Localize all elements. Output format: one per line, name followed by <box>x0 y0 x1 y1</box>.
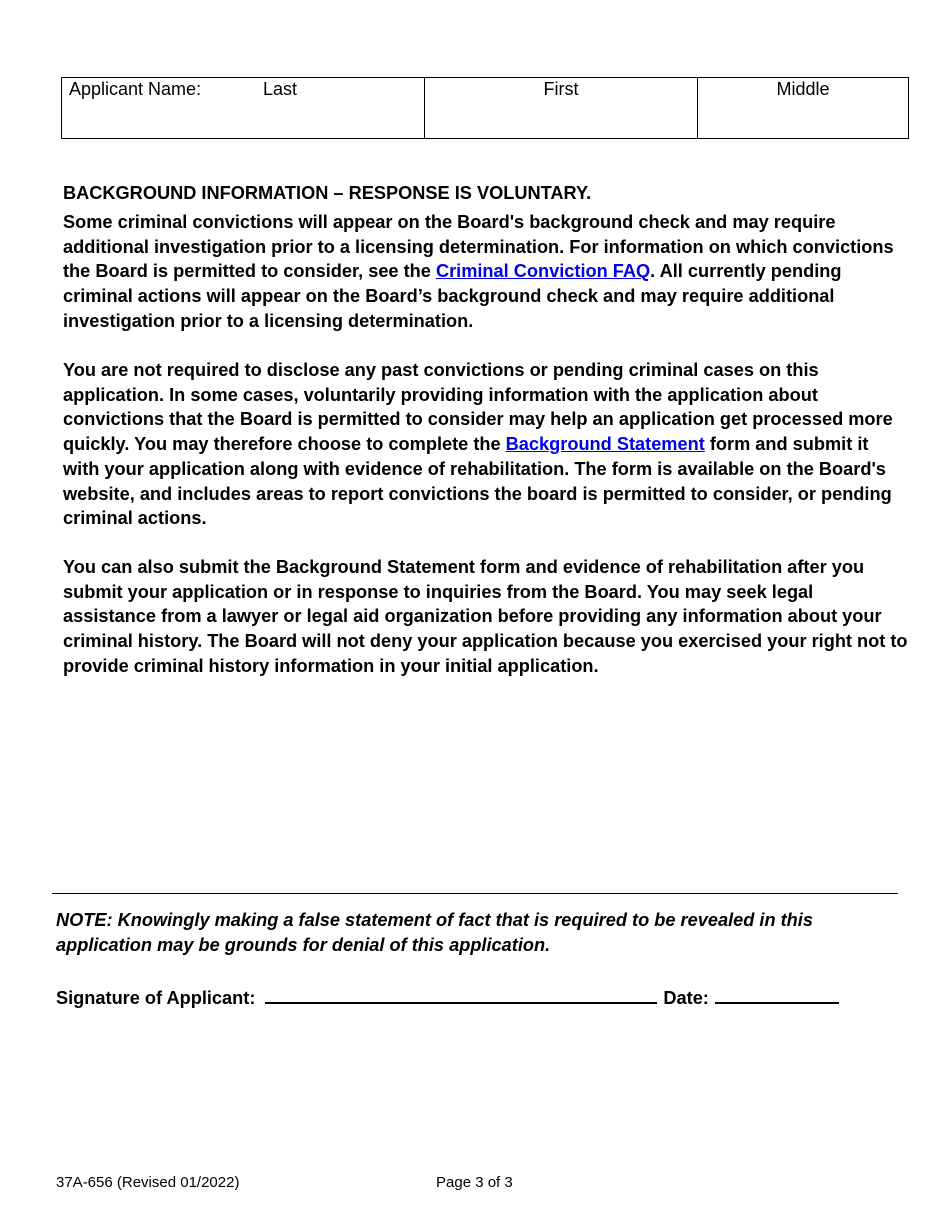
background-paragraph-1 <box>63 210 908 334</box>
date-field[interactable] <box>715 988 839 1004</box>
page-number: Page 3 of 3 <box>436 1174 513 1191</box>
form-id: 37A-656 (Revised 01/2022) <box>56 1174 240 1191</box>
signature-label: Signature of Applicant: <box>56 988 256 1008</box>
background-paragraph-3 <box>63 555 908 679</box>
background-statement-link[interactable]: Background Statement <box>505 434 705 455</box>
applicant-name-table <box>61 77 909 139</box>
date-label: Date: <box>663 988 709 1008</box>
para1-text-start: Some criminal convictions will appear on the Board's background check and may require additional investigation prior to a licensing determination. For information on which convictions the Board is permitted to consider, see the <box>63 212 894 282</box>
first-name-label: First <box>543 79 579 99</box>
first-name-cell[interactable] <box>425 78 698 139</box>
para3-text: You can also submit the Background Statement form and evidence of rehabilitation after you submit your application or in response to inquiries from the Board. You may seek legal assistance from a lawyer or legal aid organization before providing any information about your criminal history. The Board will not deny your application because you exercised your right not to provide criminal history information in your initial application. <box>63 557 908 676</box>
signature-field[interactable] <box>265 988 657 1004</box>
false-statement-note: NOTE: Knowingly making a false statement of fact that is required to be revealed in this application may be grounds for denial of this application. <box>56 910 813 955</box>
background-paragraph-2 <box>63 358 908 531</box>
criminal-conviction-faq-link[interactable]: Criminal Conviction FAQ <box>435 261 651 282</box>
last-name-cell[interactable] <box>62 78 425 139</box>
para2-text-start: You are not required to disclose any past convictions or pending criminal cases on this application. In some cases, voluntarily providing information with the application about convictions that the Board is permitted to consider may help an application get processed more quickly. You may therefore choose to complete the <box>63 360 893 455</box>
middle-name-label: Middle <box>776 79 830 99</box>
last-name-label: Last <box>263 79 298 99</box>
section-divider <box>52 893 898 894</box>
para1-text-end: . All currently pending criminal actions will appear on the Board’s background check and may require additional investigation prior to a licensing determination. <box>63 261 842 331</box>
para2-text-end: form and submit it with your application along with evidence of rehabilitation. The form is available on the Board's website, and includes areas to report convictions the board is permitted to consider, or pending criminal actions. <box>63 434 892 529</box>
background-heading: BACKGROUND INFORMATION – RESPONSE IS VOLUNTARY. <box>63 183 592 203</box>
middle-name-cell[interactable] <box>698 78 909 139</box>
applicant-name-label: Applicant Name: <box>69 79 202 99</box>
signature-row <box>56 988 839 1009</box>
